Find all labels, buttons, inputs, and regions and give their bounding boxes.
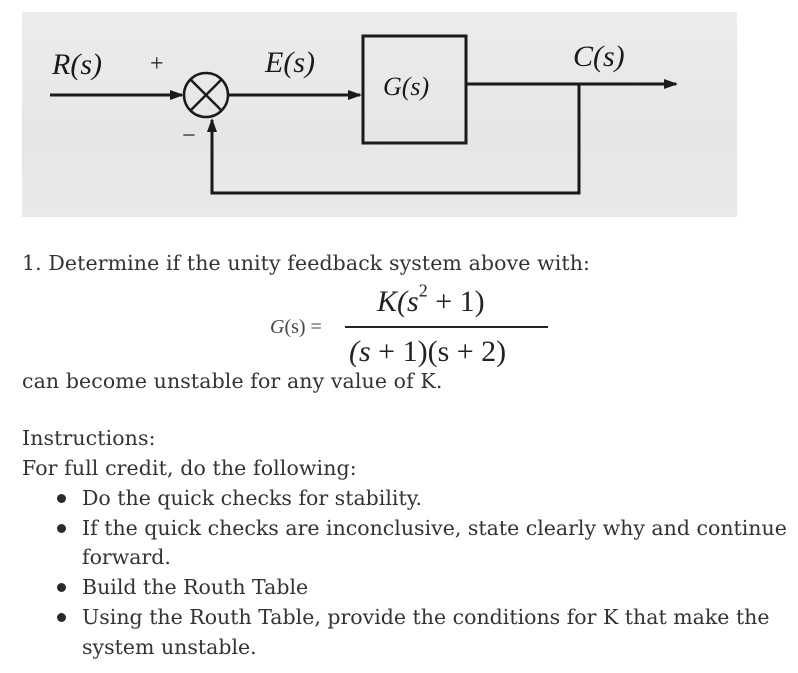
error-label: E(s) (265, 46, 315, 79)
numerator-suffix: + 1) (427, 285, 485, 318)
instructions-heading: Instructions: (22, 426, 156, 450)
list-item: Using the Routh Table, provide the conditions for K that make the (82, 605, 770, 629)
bullet-dot (57, 494, 66, 503)
denominator-c: + 2) (449, 335, 507, 368)
denominator-a: (s (349, 335, 371, 368)
list-item: Build the Routh Table (82, 575, 309, 599)
block-label: G(s) (383, 72, 430, 101)
bullet-dot (57, 613, 66, 622)
list-item-continuation: forward. (82, 545, 171, 569)
equation-lhs (270, 316, 322, 339)
equation-lhs-fn: G (270, 316, 285, 338)
input-label: R(s) (52, 48, 102, 81)
denominator-b: + 1)(s (370, 335, 450, 368)
output-label: C(s) (573, 40, 625, 73)
numerator-exponent: 2 (418, 280, 428, 301)
fraction-bar (345, 326, 548, 328)
equation-lhs-arg: (s) = (284, 316, 322, 338)
problem-intro: 1. Determine if the unity feedback system above with: (22, 251, 591, 275)
instructions-subheading: For full credit, do the following: (22, 456, 357, 480)
list-item-continuation: system unstable. (82, 635, 257, 659)
minus-sign: − (182, 123, 196, 149)
block-diagram (22, 12, 737, 217)
equation-numerator (377, 280, 485, 319)
problem-after: can become unstable for any value of K. (22, 369, 443, 393)
diagram-lines (22, 12, 737, 217)
bullet-dot (57, 583, 66, 592)
bullet-dot (57, 524, 66, 533)
summing-junction (184, 73, 228, 117)
numerator-prefix: K(s (377, 285, 419, 318)
list-item: If the quick checks are inconclusive, state clearly why and continue (82, 516, 787, 540)
plus-sign: + (150, 51, 164, 77)
list-item: Do the quick checks for stability. (82, 486, 423, 510)
equation-denominator (349, 335, 506, 369)
